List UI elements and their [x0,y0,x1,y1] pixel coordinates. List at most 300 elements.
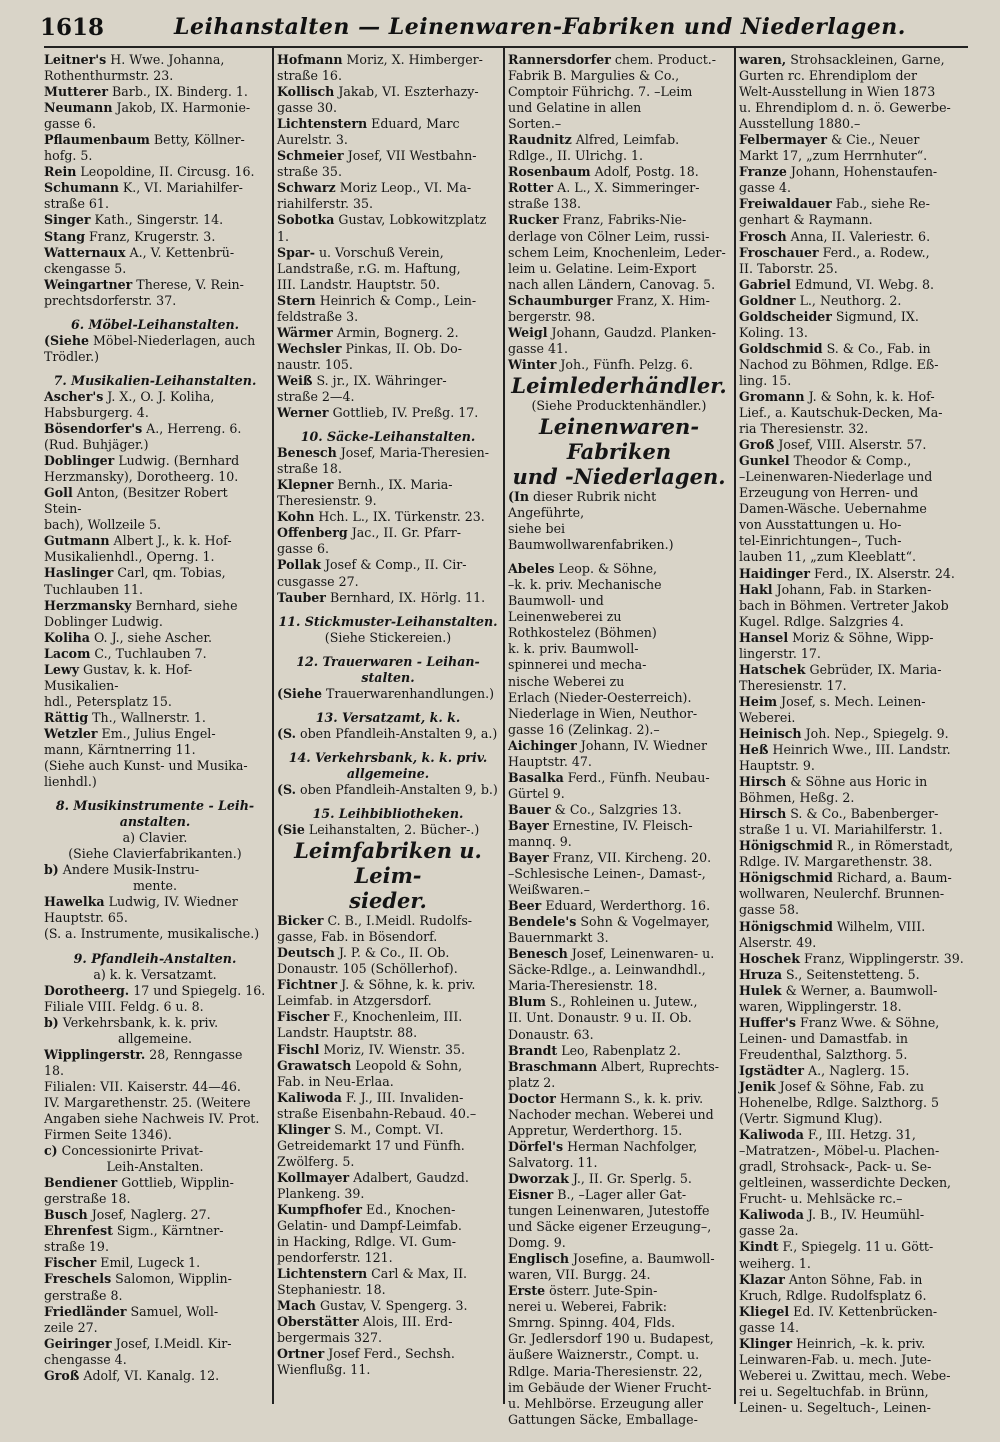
entry-line: Benesch Josef, Leinenwaren- u. [508,946,715,962]
entry-line: Rein Leopoldine, II. Circusg. 16. [44,164,255,180]
entry-line: Rättig Th., Wallnerstr. 1. [44,709,206,725]
entry-line: Abeles Leop. & Söhne, [508,561,658,577]
entry-line: II. Taborstr. 25. [739,260,838,276]
entry-line: Erste österr. Jute-Spin- [508,1283,658,1299]
entry-line: siehe bei Baumwollwarenfabriken.) [508,521,674,553]
entry-line: ria Theresienstr. 32. [739,421,869,437]
entry-line: Basalka Ferd., Fünfh. Neubau- [508,769,710,785]
entry-line: Plankeng. 39. [277,1185,365,1201]
entry-line: Bayer Ernestine, IV. Fleisch- [508,817,693,833]
entry-line: Winter Joh., Fünfh. Pelzg. 6. [508,356,693,372]
entry-line: Donaustr. 105 (Schöllerhof). [277,961,458,977]
entry-line: Franze Johann, Hohenstaufen- [739,164,938,180]
entry-line: Bayer Franz, VII. Kircheng. 20. [508,850,712,866]
entry-line: Stang Franz, Krugerstr. 3. [44,228,216,244]
entry-line: Markt 17, „zum Herrnhuter“. [739,148,928,164]
entry-line: Frosch Anna, II. Valeriestr. 6. [739,228,931,244]
entry-line: Gurten rc. Ehrendiplom der [739,68,918,84]
entry-line: Freudenthal, Salzthorg. 5. [739,1046,908,1062]
entry-line: Maria-Theresienstr. 18. [508,978,658,994]
entry-line: Groß Josef, VIII. Alserstr. 57. [739,437,927,453]
entry-line: Herzmansky), Dorotheerg. 10. [44,469,239,485]
entry-line: Bendiener Gottlieb, Wipplin- [44,1175,234,1191]
entry-line: straße 1 u. VI. Mariahilferstr. 1. [739,822,943,838]
entry-line: Weingartner Therese, V. Rein- [44,276,244,292]
column-2 [277,52,499,1404]
entry-line: mannq. 9. [508,833,572,849]
entry-line: mann, Kärntnerring 11. [44,741,196,757]
entry-line: Leinen- und Damastfab. in [739,1030,909,1046]
entry-line: Stephaniestr. 18. [277,1282,386,1298]
entry-line: wollwaren, Neulerchf. Brunnen- [739,886,945,902]
entry-line: Kugel. Rdlge. Salzgries 4. [739,613,904,629]
entry-line: Dörfel's Herman Nachfolger, [508,1138,698,1154]
entry-line: Frucht- u. Mehlsäcke rc.– [739,1191,903,1207]
entry-line: Deutsch J. P. & Co., II. Ob. [277,945,450,961]
entry-line: Englisch Josefine, a. Baumwoll- [508,1251,715,1267]
entry-line: Erlach (Nieder-Oesterreich). [508,689,692,705]
entry-line: Brandt Leo, Rabenplatz 2. [508,1042,681,1058]
entry-line: Leimfab. in Atzgersdorf. [277,993,432,1009]
spacer [44,365,266,373]
entry-line: (Siehe Möbel-Niederlagen, auch [44,332,256,348]
entry-line: und Säcke eigener Erzeugung–, [508,1219,712,1235]
entry-line: Sobotka Gustav, Lobkowitzplatz 1. [277,212,487,244]
section-heading: 15. Leihbibliotheken. [312,806,464,822]
entry-line: Weißwaren.– [508,882,590,898]
entry-line: von Ausstattungen u. Ho- [739,517,902,533]
entry-line: Bauernmarkt 3. [508,930,609,946]
centered-note: (Siehe Producktenhändler.) [531,397,707,413]
entry-line: Wechsler Pinkas, II. Ob. Do- [277,340,462,356]
entry-line: Leinwaren-Fab. u. mech. Jute- [739,1351,932,1367]
column-divider [503,46,505,1404]
entry-line: Lewy Gustav, k. k. Hof-Musikalien- [44,661,193,693]
entry-line: Spar- u. Vorschuß Verein, [277,244,444,260]
entry-line: Hönigschmid Wilhelm, VIII. [739,918,926,934]
entry-line: cusgasse 27. [277,573,359,589]
section-heading: allgemeine. [346,765,430,781]
entry-line: nische Weberei zu [508,673,625,689]
entry-line: ling. 15. [739,372,792,388]
entry-line: Huffer's Franz Wwe. & Söhne, [739,1014,940,1030]
entry-line: Wipplingerstr. 28, Renngasse 18. [44,1046,243,1078]
centered-note: (Siehe Stickereien.) [324,629,452,645]
entry-line: Watternaux A., V. Kettenbrü- [44,244,235,260]
entry-line: Musikalienhdl., Operng. 1. [44,549,215,565]
entry-line: Theresienstr. 17. [739,677,847,693]
entry-line: gasse 30. [277,100,337,116]
spacer [44,309,266,317]
entry-line: Kaliwoda F., III. Hetzg. 31, [739,1127,916,1143]
entry-line: Gattungen Säcke, Emballage- [508,1411,698,1427]
entry-line: schem Leim, Knochenleim, Leder- [508,244,726,260]
entry-line: Grawatsch Leopold & Sohn, [277,1057,463,1073]
entry-line: Fichtner J. & Söhne, k. k. priv. [277,977,476,993]
entry-line: straße Eisenbahn-Rebaud. 40.– [277,1105,477,1121]
entry-line: Theresienstr. 9. [277,493,377,509]
entry-line: Freschels Salomon, Wipplin- [44,1271,232,1287]
entry-line: ckengasse 5. [44,260,127,276]
entry-line: Hirsch & Söhne aus Horic in [739,774,928,790]
entry-line: gasse 6. [277,541,329,557]
entry-line: Bicker C. B., I.Meidl. Rudolfs- [277,913,473,929]
section-heading: stalten. [361,669,415,685]
header-rule [44,46,968,48]
entry-line: Doctor Hermann S., k. k. priv. [508,1090,704,1106]
entry-line: Kollisch Jakab, VI. Eszterhazy- [277,84,479,100]
entry-line: Aichinger Johann, IV. Wiedner [508,737,707,753]
entry-line: Zwölferg. 5. [277,1153,355,1169]
page-number: 1618 [40,13,105,41]
entry-line: Hohenelbe, Rdlge. Salzthorg. 5 [739,1095,939,1111]
entry-line: Doblinger Ludwig. (Bernhard [44,453,240,469]
entry-line: Koling. 13. [739,324,808,340]
entry-line: Leinenweberei zu [508,609,622,625]
entry-line: c) Concessionirte Privat- [44,1143,204,1159]
entry-line: Rannersdorfer chem. Product.- [508,52,717,67]
entry-line: straße 138. [508,196,581,212]
entry-line: Singer Kath., Singerstr. 14. [44,212,224,228]
entry-line: Hoschek Franz, Wipplingerstr. 39. [739,950,964,966]
entry-line: Fischer Emil, Lugeck 1. [44,1255,201,1271]
column-1 [44,52,266,1404]
entry-line: Felbermayer & Cie., Neuer [739,132,920,148]
entry-line: Fischer F., Knochenleim, III. [277,1009,463,1025]
entry-line: Domg. 9. [508,1235,566,1251]
entry-line: Gunkel Theodor & Comp., [739,453,912,469]
entry-line: Weberei u. Zwittau, mech. Webe- [739,1367,951,1383]
entry-line: Hawelka Ludwig, IV. Wiedner [44,894,238,910]
entry-line: hofg. 5. [44,148,93,164]
entry-line: Heß Heinrich Wwe., III. Landstr. [739,742,951,758]
entry-line: gasse 58. [739,902,799,918]
entry-line: nerei u. Weberei, Fabrik: [508,1299,667,1315]
entry-line: Benesch Josef, Maria-Theresien- [277,445,490,461]
entry-line: Tauber Bernhard, IX. Hörlg. 11. [277,589,486,605]
column-divider [734,46,736,1404]
entry-line: gradl, Strohsack-, Pack- u. Se- [739,1159,932,1175]
entry-line: Kaliwoda F. J., III. Invaliden- [277,1089,464,1105]
entry-line: Ortner Josef Ferd., Sechsh. [277,1346,455,1362]
entry-line: Klinger Heinrich, –k. k. priv. [739,1335,926,1351]
entry-line: riahilferstr. 35. [277,196,374,212]
entry-line: Rucker Franz, Fabriks-Nie- [508,212,687,228]
entry-line: (Vertr. Sigmund Klug). [739,1111,883,1127]
entry-line: leim u. Gelatine. Leim-Export [508,260,697,276]
spacer [44,943,266,951]
entry-line: Filialen: VII. Kaiserstr. 44—46. [44,1078,241,1094]
entry-line: Bösendorfer's A., Herreng. 6. [44,421,242,437]
entry-line: Braschmann Albert, Ruprechts- [508,1058,719,1074]
entry-line: Lichtenstern Carl & Max, II. [277,1266,468,1282]
entry-line: Aurelstr. 3. [277,132,348,148]
entry-line: Igstädter A., Naglerg. 15. [739,1062,910,1078]
entry-line: Gutmann Albert J., k. k. Hof- [44,533,232,549]
entry-line: Kumpfhofer Ed., Knochen- [277,1202,456,1217]
entry-line: Froschauer Ferd., a. Rodew., [739,244,930,260]
centered-note: a) k. k. Versatzamt. [93,966,217,982]
entry-line: Gürtel 9. [508,785,565,801]
column-4 [739,52,964,1415]
entry-line: Gromann J. & Sohn, k. k. Hof- [739,388,935,404]
entry-line: Habsburgerg. 4. [44,404,149,420]
entry-line: Appretur, Werderthorg. 15. [508,1122,683,1138]
section-heading: 9. Pfandleih-Anstalten. [73,950,237,966]
entry-line: (In dieser Rubrik nicht Angeführte, [508,488,657,521]
entry-line: gasse 2a. [739,1223,799,1239]
entry-line: Heim Josef, s. Mech. Leinen- [739,693,926,709]
spacer [508,553,730,561]
entry-line: Goldscheider Sigmund, IX. [739,308,919,324]
entry-line: k. k. priv. Baumwoll- [508,641,639,657]
entry-line: Freiwaldauer Fab., siehe Re- [739,196,930,212]
entry-line: Baumwoll- und [508,593,604,609]
entry-line: Leitner's H. Wwe. Johanna, [44,52,225,67]
entry-line: Trödler.) [44,348,100,364]
entry-line: Filiale VIII. Feldg. 6 u. 8. [44,998,204,1014]
entry-line: Neumann Jakob, IX. Harmonie- [44,100,251,116]
entry-line: Heinisch Joh. Nep., Spiegelg. 9. [739,725,949,741]
entry-line: (Sie Leihanstalten, 2. Bücher-.) [277,822,480,838]
entry-line: Herzmansky Bernhard, siehe [44,597,238,613]
entry-line: chengasse 4. [44,1351,127,1367]
entry-line: Mutterer Barb., IX. Binderg. 1. [44,84,248,100]
section-heading: 13. Versatzamt, k. k. [315,709,461,725]
entry-line: Nachoder mechan. Weberei und [508,1106,714,1122]
entry-line: Rothenthurmstr. 23. [44,68,174,84]
entry-line: gasse 41. [508,340,568,356]
entry-line: Fab. in Neu-Erlaa. [277,1073,394,1089]
centered-note: allgemeine. [117,1030,193,1046]
entry-line: Werner Gottlieb, IV. Preßg. 17. [277,405,479,421]
entry-line: Gr. Jedlersdorf 190 u. Budapest, [508,1331,714,1347]
entry-line: (Siehe Trauerwarenhandlungen.) [277,685,495,701]
entry-line: Rdlge. IV. Margarethenstr. 38. [739,854,933,870]
entry-line: Hauptstr. 47. [508,753,592,769]
entry-line: –Leinenwaren-Niederlage und [739,469,933,485]
entry-line: Kaliwoda J. B., IV. Heumühl- [739,1207,925,1223]
entry-line: naustr. 105. [277,356,353,372]
entry-line: straße 2—4. [277,388,355,404]
entry-line: Böhmen, Heßg. 2. [739,790,855,806]
entry-line: Blum S., Rohleinen u. Jutew., [508,994,698,1010]
entry-line: Rosenbaum Adolf, Postg. 18. [508,164,699,180]
entry-line: gerstraße 8. [44,1287,123,1303]
entry-line: Goll Anton, (Besitzer Robert Stein- [44,485,228,517]
section-heading: 11. Stickmuster-Leihanstalten. [278,613,498,629]
entry-line: Landstr. Hauptstr. 88. [277,1025,418,1041]
entry-line: und Gelatine in allen [508,100,642,116]
category-heading: Leimlederhändler. [511,372,727,398]
entry-line: gasse 14. [739,1319,799,1335]
entry-line: Pollak Josef & Comp., II. Cir- [277,557,467,573]
entry-line: Ausstellung 1880.– [739,116,861,132]
centered-note: (Siehe Clavierfabrikanten.) [68,846,242,862]
entry-line: straße 16. [277,68,342,84]
entry-line: Offenberg Jac., II. Gr. Pfarr- [277,525,461,541]
entry-line: Busch Josef, Naglerg. 27. [44,1207,211,1223]
entry-line: bergermais 327. [277,1330,383,1346]
entry-line: u. Mehlbörse. Erzeugung aller [508,1395,703,1411]
entry-line: Ehrenfest Sigm., Kärntner- [44,1223,224,1239]
entry-line: Smrng. Spinng. 404, Flds. [508,1315,676,1331]
entry-line: Hirsch S. & Co., Babenberger- [739,806,939,822]
entry-line: Bauer & Co., Salzgries 13. [508,801,682,817]
entry-line: Landstraße, r.G. m. Haftung, [277,260,461,276]
entry-line: äußere Waiznerstr., Compt. u. [508,1347,700,1363]
entry-line: Lacom C., Tuchlauben 7. [44,645,207,661]
entry-line: Dworzak J., II. Gr. Sperlg. 5. [508,1170,692,1186]
entry-line: Erzeugung von Herren- und [739,485,919,501]
entry-line: in Hacking, Rdlge. VI. Gum- [277,1234,457,1250]
entry-line: Weiß S. jr., IX. Währinger- [277,372,447,388]
entry-line: Friedländer Samuel, Woll- [44,1303,219,1319]
entry-line: geltleinen, wasserdichte Decken, [739,1175,952,1191]
entry-line: hdl., Petersplatz 15. [44,693,172,709]
entry-line: feldstraße 3. [277,308,359,324]
section-heading: anstalten. [119,814,191,830]
entry-line: Wienflußg. 11. [277,1362,371,1378]
entry-line: Schmeier Josef, VII Westbahn- [277,148,477,164]
entry-line: Groß Adolf, VI. Kanalg. 12. [44,1367,220,1383]
entry-line: Rdlge. Maria-Theresienstr. 22, [508,1363,703,1379]
spacer [277,798,499,806]
entry-line: Donaustr. 63. [508,1026,594,1042]
centered-note: Leih-Anstalten. [106,1159,204,1175]
centered-note: mente. [132,878,178,894]
entry-line: lingerstr. 17. [739,645,821,661]
section-heading: 10. Säcke-Leihanstalten. [300,429,476,445]
entry-line: u. Ehrendiplom d. n. ö. Gewerbe- [739,100,951,116]
spacer [277,646,499,654]
section-heading: 8. Musikinstrumente - Leih- [55,798,255,814]
entry-line: Niederlage in Wien, Neuthor- [508,705,698,721]
entry-line: Fabrik B. Margulies & Co., [508,68,680,84]
entry-line: Wetzler Em., Julius Engel- [44,725,216,741]
entry-line: Geiringer Josef, I.Meidl. Kir- [44,1335,232,1351]
entry-line: gerstraße 18. [44,1191,131,1207]
entry-line: (S. oben Pfandleih-Anstalten 9, a.) [277,725,498,741]
entry-line: IV. Margarethenstr. 25. (Weitere [44,1094,251,1110]
entry-line: waren, VII. Burgg. 24. [508,1267,651,1283]
entry-line: Jenik Josef & Söhne, Fab. zu [739,1079,925,1094]
entry-line: Säcke-Rdlge., a. Leinwandhdl., [508,962,706,978]
entry-line: Nachod zu Böhmen, Rdlge. Eß- [739,356,939,372]
entry-line: Alserstr. 49. [739,934,817,950]
entry-line: Hulek & Werner, a. Baumwoll- [739,982,938,998]
entry-line: Hauptstr. 65. [44,910,128,926]
section-heading: 14. Verkehrsbank, k. k. priv. [288,749,488,765]
entry-line: Oberstätter Alois, III. Erd- [277,1314,453,1330]
entry-line: Salvatorg. 11. [508,1154,598,1170]
entry-line: Hansel Moriz & Söhne, Wipp- [739,629,934,645]
entry-line: Koliha O. J., siehe Ascher. [44,629,212,645]
entry-line: b) Andere Musik-Instru- [44,862,200,878]
entry-line: pendorferstr. 121. [277,1250,393,1266]
category-heading: sieder. [349,888,427,914]
entry-line: Haslinger Carl, qm. Tobias, [44,565,226,581]
entry-line: Doblinger Ludwig. [44,613,163,629]
section-heading: 12. Trauerwaren - Leihan- [296,653,480,669]
entry-line: Schumann K., VI. Mariahilfer- [44,180,243,196]
section-heading: 6. Möbel-Leihanstalten. [70,316,240,332]
entry-line: waren, Wipplingerstr. 18. [739,998,902,1014]
entry-line: bergerstr. 98. [508,308,596,324]
entry-line: (Siehe auch Kunst- und Musika- [44,758,248,774]
entry-line: Firmen Seite 1346). [44,1127,172,1143]
entry-line: Hruza S., Seitenstetteng. 5. [739,966,920,982]
entry-line: –Matratzen-, Möbel-u. Plachen- [739,1143,940,1159]
entry-line: Gabriel Edmund, VI. Webg. 8. [739,276,935,292]
spacer [277,742,499,750]
entry-line: (Rud. Buhjäger.) [44,437,149,453]
entry-line: prechtsdorferstr. 37. [44,292,177,308]
entry-line: Klepner Bernh., IX. Maria- [277,477,453,493]
entry-line: gasse 6. [44,116,96,132]
entry-line: Leinen- u. Segeltuch-, Leinen- [739,1399,931,1415]
entry-line: Weberei. [739,709,796,725]
entry-line: bach in Böhmen. Vertreter Jakob [739,597,949,613]
entry-line: b) Verkehrsbank, k. k. priv. [44,1014,219,1030]
entry-line: Wärmer Armin, Bognerg. 2. [277,324,459,340]
category-heading: Leimfabriken u. Leim- [294,838,482,889]
entry-line: zeile 27. [44,1319,98,1335]
entry-line: spinnerei und mecha- [508,657,647,673]
spacer [277,421,499,429]
entry-line: Goldschmid S. & Co., Fab. in [739,340,931,356]
entry-line: Hönigschmid Richard, a. Baum- [739,870,952,886]
entry-line: Hauptstr. 9. [739,758,815,774]
column-divider [272,46,274,1404]
entry-line: Hakl Johann, Fab. in Starken- [739,581,932,597]
entry-line: Hatschek Gebrüder, IX. Maria- [739,661,942,677]
entry-line: waren, Strohsackleinen, Garne, [739,52,945,67]
entry-line: weiherg. 1. [739,1255,811,1271]
entry-line: Haidinger Ferd., IX. Alserstr. 24. [739,565,955,581]
section-heading: 7. Musikalien-Leihanstalten. [53,372,257,388]
entry-line: Kohn Hch. L., IX. Türkenstr. 23. [277,509,485,525]
entry-line: Beer Eduard, Werderthorg. 16. [508,898,711,914]
entry-line: –k. k. priv. Mechanische [508,577,662,593]
entry-line: Kindt F., Spiegelg. 11 u. Gött- [739,1239,934,1255]
entry-line: tungen Leinenwaren, Jutestoffe [508,1203,710,1219]
entry-line: Pflaumenbaum Betty, Köllner- [44,132,245,148]
entry-line: gasse, Fab. in Bösendorf. [277,929,438,945]
entry-line: Rdlge., II. Ulrichg. 1. [508,148,643,164]
entry-line: Eisner B., –Lager aller Gat- [508,1187,687,1202]
entry-line: Schaumburger Franz, X. Him- [508,292,710,308]
spacer [277,606,499,614]
page-header [40,10,970,44]
entry-line: Hönigschmid R., in Römerstadt, [739,838,954,854]
entry-line: Ascher's J. X., O. J. Koliha, [44,388,215,404]
entry-line: Getreidemarkt 17 und Fünfh. [277,1137,465,1153]
entry-line: Bendele's Sohn & Vogelmayer, [508,914,710,930]
centered-note: a) Clavier. [122,830,188,846]
entry-line: Kliegel Ed. IV. Kettenbrücken- [739,1303,938,1319]
category-heading: und -Niederlagen. [512,463,726,489]
entry-line: –Schlesische Leinen-, Damast-, [508,866,706,882]
entry-line: Weigl Johann, Gaudzd. Planken- [508,324,717,340]
entry-line: straße 19. [44,1239,109,1255]
entry-line: Fischl Moriz, IV. Wienstr. 35. [277,1041,465,1057]
entry-line: Damen-Wäsche. Uebernahme [739,501,927,517]
entry-line: gasse 16 (Zelinkag. 2).– [508,721,660,737]
page-title: Leihanstalten — Leinenwaren-Fabriken und Niederlagen. [174,14,906,40]
entry-line: (S. a. Instrumente, musikalische.) [44,926,260,942]
entry-line: straße 35. [277,164,342,180]
